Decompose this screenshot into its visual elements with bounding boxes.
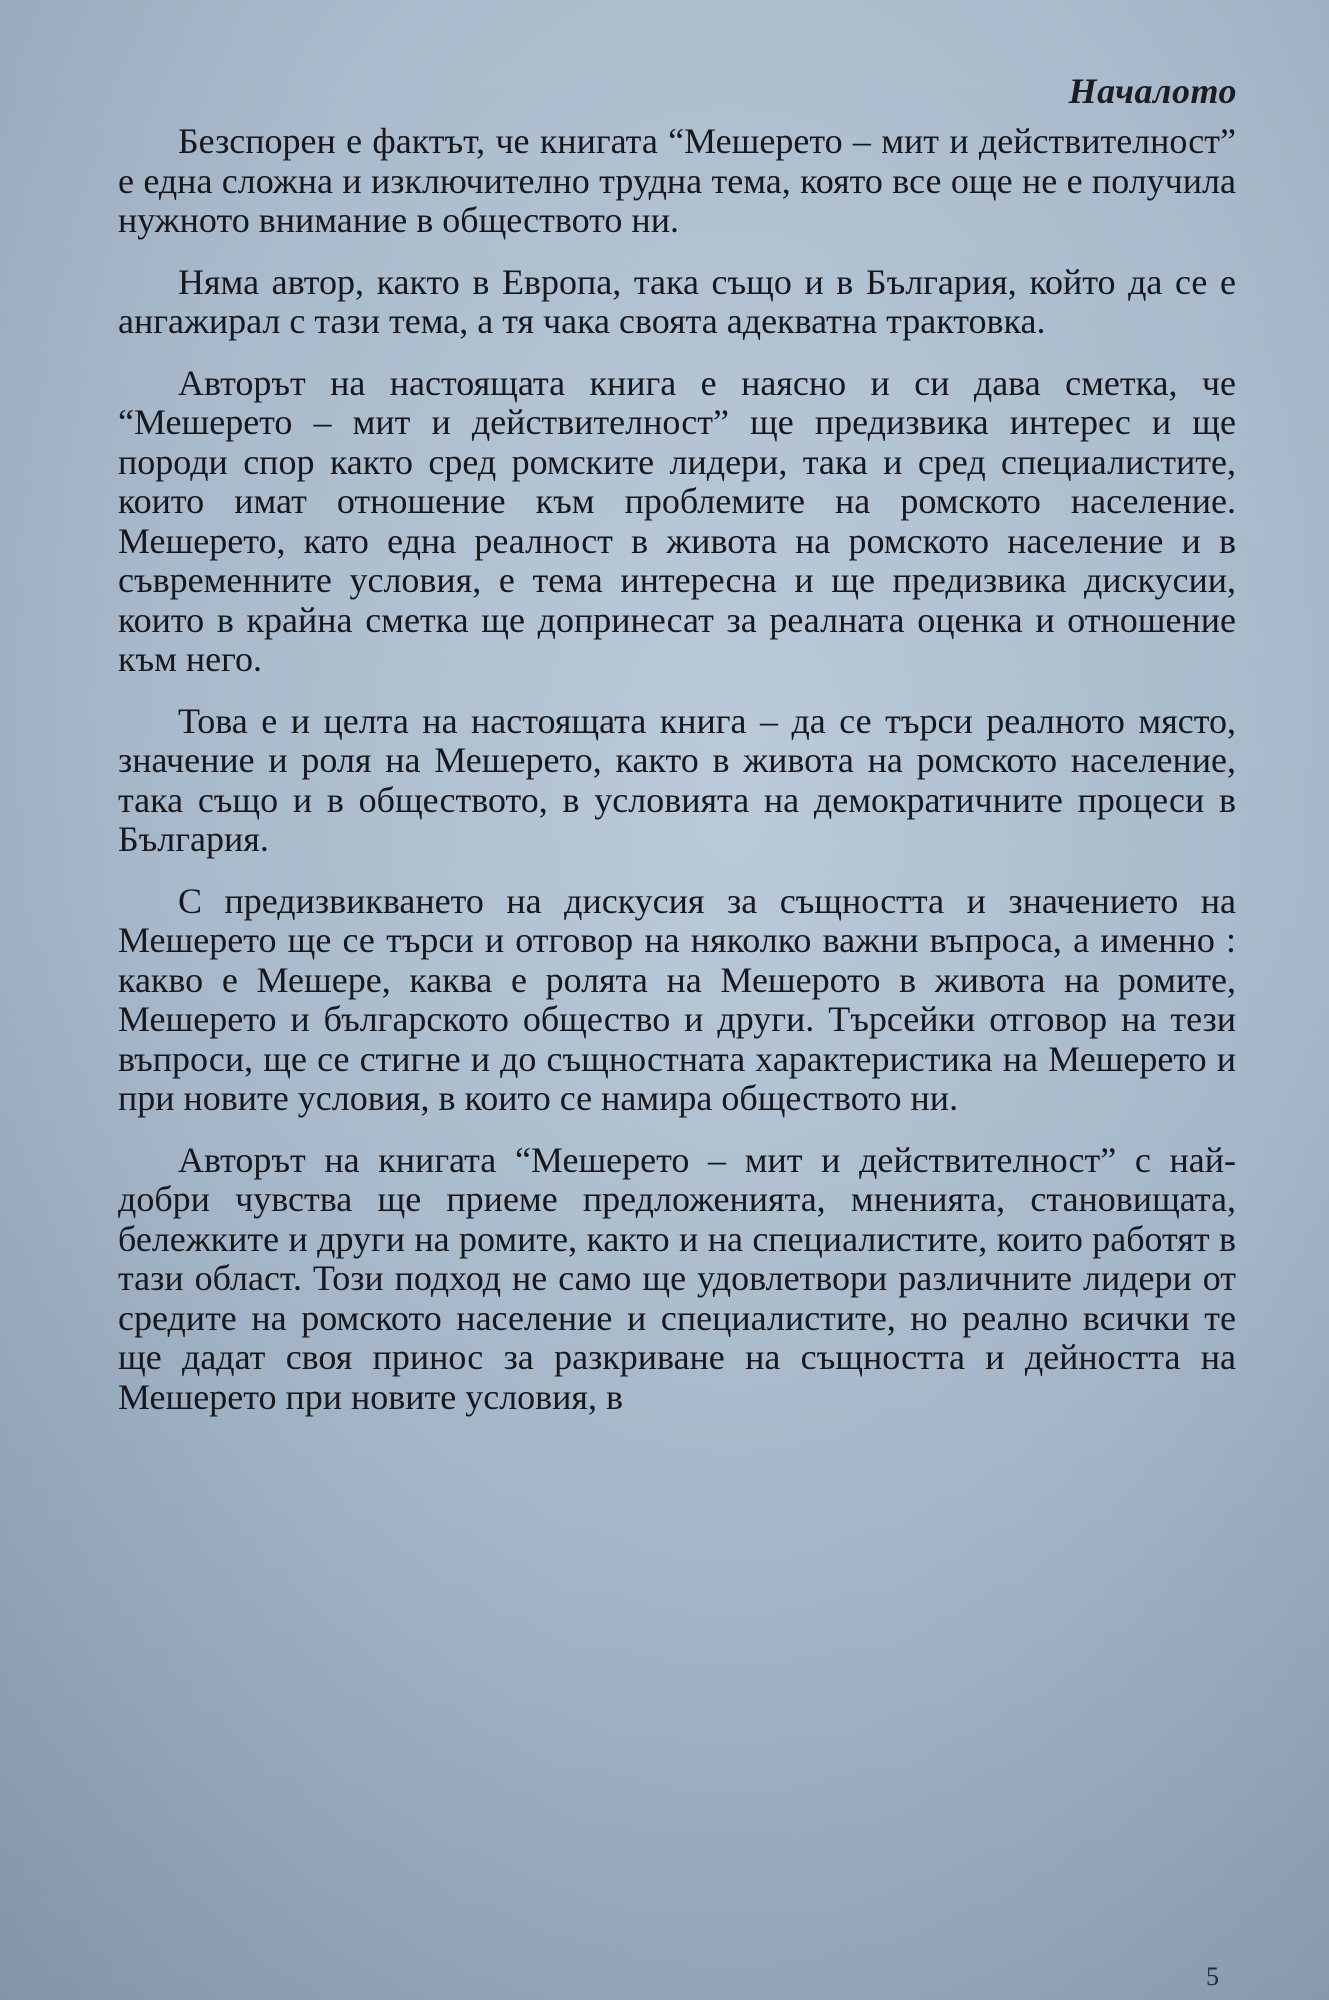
body-text bbox=[118, 122, 1236, 1417]
paragraph: Авторът на настоящата книга е наясно и си дава сметка, че “Мешерето – мит и действителност” ще предизвика интерес и ще породи спор както сред ромските лидери, така и сред специалистите, които имат отношение към проблемите на ромското население. Мешерето, като една реалност в живота на ромското население и в съвременните условия, е тема интересна и ще предизвика дискусии, които в крайна сметка ще допринесат за реалната оценка и отношение към него. bbox=[118, 362, 1236, 679]
paragraph: С предизвикването на дискусия за същността и значението на Мешерето ще се търси и отговор на няколко важни въпроса, а именно : какво е Мешере, каква е ролята на Мешерото в живота на ромите, Мешерето и българското общество и други. Търсейки отговор на тези въпроси, ще се стигне и до същностната характеристика на Мешерето и при новите условия, в които се намира обществото ни. bbox=[118, 880, 1236, 1118]
chapter-title: Началото bbox=[1068, 71, 1237, 111]
paragraph: Авторът на книгата “Мешерето – мит и действителност” с най-добри чувства ще приеме предложенията, мненията, становищата, бележките и други на ромите, както и на специалистите, които работят в тази област. Този подход не само ще удовлетвори различните лидери от средите на ромското население и специалистите, но реално всички те ще дадат своя принос за разкриване на същността и дейността на Мешерето при новите условия, в bbox=[118, 1139, 1236, 1417]
paragraph: Няма автор, както в Европа, така също и в България, който да се е ангажирал с тази тема, а тя чака своята адекватна трактовка. bbox=[118, 261, 1236, 341]
paragraph: Безспорен е фактът, че книгата “Мешерето – мит и действителност” е една сложна и изключително трудна тема, която все още не е получила нужното внимание в обществото ни. bbox=[118, 121, 1236, 240]
paragraph: Това е и целта на настоящата книга – да се търси реалното място, значение и роля на Мешерето, както в живота на ромското население, така също и в обществото, в условията на демократичните процеси в България. bbox=[118, 700, 1236, 859]
page-number: 5 bbox=[1206, 1962, 1219, 1991]
